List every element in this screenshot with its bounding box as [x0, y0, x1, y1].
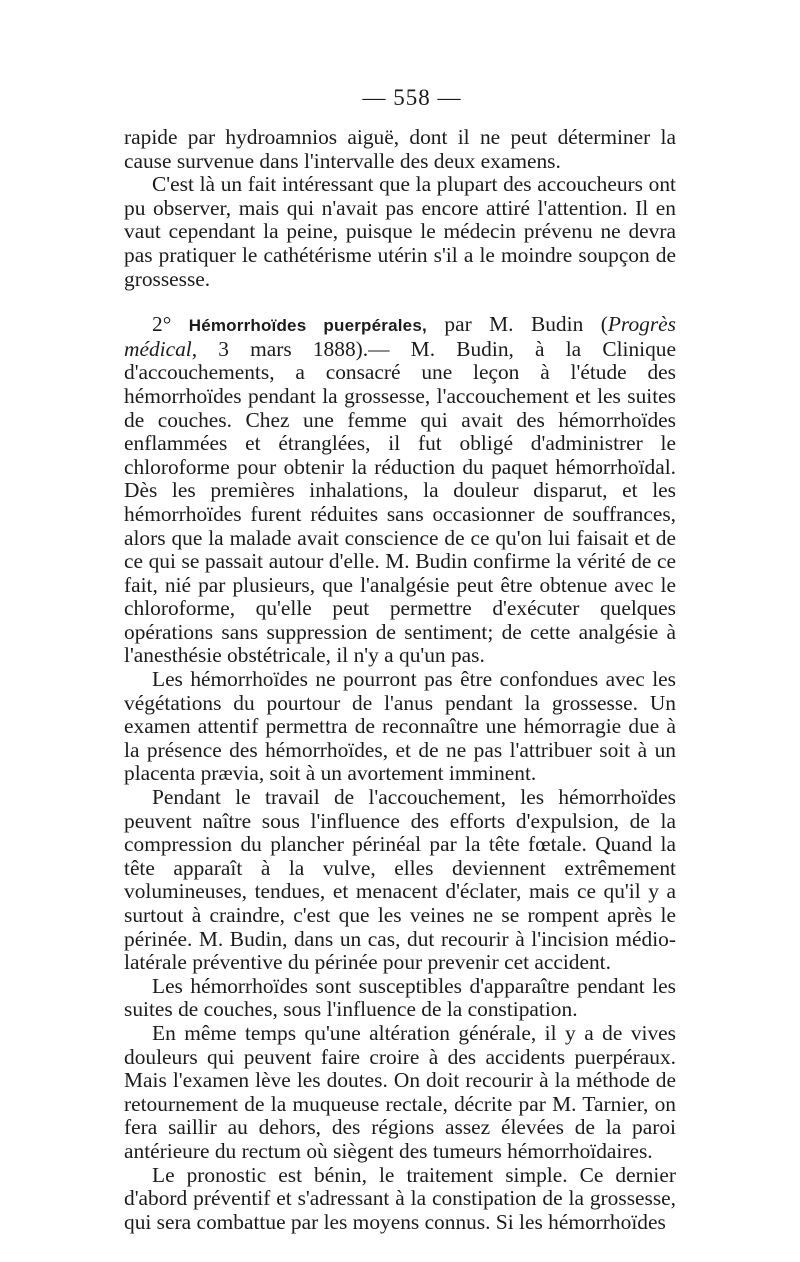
paragraph-continuation: rapide par hydroamnios aiguë, dont il ne peut déterminer la cause survenue dans l'intervalle des deux examens. — [124, 125, 676, 173]
section-heading: Hémorrhoïdes puerpérales, — [188, 316, 427, 336]
section-number: 2° — [152, 312, 172, 337]
section-hemorrhoides — [124, 313, 676, 668]
paragraph-labor: Pendant le travail de l'accouchement, les hémorrhoïdes peuvent naître sous l'influence des efforts d'expulsion, de la compression du plancher périnéal par la tête fœtale. Quand la tête apparaît à la vulve, elles deviennent extrêmement volumineuses, tendues, et menacent d'éclater, mais ce qu'il y a surtout à craindre, c'est que les veines ne se rompent après le périnée. M. Budin, dans un cas, dut recourir à l'incision médio-latérale préventive du périnée pour prevenir cet accident. — [124, 785, 676, 975]
paragraph-symptoms: En même temps qu'une altération générale, il y a de vives douleurs qui peuvent faire croire à des accidents puerpéraux. Mais l'examen lève les doutes. On doit recourir à la méthode de retournement de la muqueuse rectale, décrite par M. Tarnier, on fera saillir au dehors, des régions assez élevées de la paroi antérieure du rectum où siègent des tumeurs hémorrhoïdaires. — [124, 1020, 676, 1163]
paragraph-prognosis: Le pronostic est bénin, le traitement simple. Ce dernier d'abord préventif et s'adressant à la constipation de la grossesse, qui sera combattue par les moyens connus. Si les hémorrhoïdes — [124, 1162, 676, 1234]
page-number: — 558 — — [362, 85, 462, 110]
paragraph-postpartum: Les hémorrhoïdes sont susceptibles d'apparaître pendant les suites de couches, sous l'influence de la constipation. — [124, 973, 676, 1022]
paragraph-diagnosis: Les hémorrhoïdes ne pourront pas être confondues avec les végétations du pourtour de l'anus pendant la grossesse. Un examen attentif permettra de reconnaître une hémorragie due à la présence des hémorrhoïdes, et de ne pas l'attribuer soit à un placenta prævia, soit à un avortement imminent. — [124, 667, 676, 786]
section-byline: par M. Budin ( — [444, 312, 608, 337]
paragraph-observation: C'est là un fait intéressant que la plupart des accoucheurs ont pu observer, mais qui n'avait pas encore attiré l'attention. Il en vaut cependant la peine, puisque le médecin prévenu ne devra pas pratiquer le cathétérisme utérin s'il a le moindre soupçon de grossesse. — [124, 172, 676, 291]
document-page — [124, 84, 676, 1234]
section-body: , 3 mars 1888).— M. Budin, à la Clinique d'accouchements, a consacré une leçon à l'étude des hémorrhoïdes pendant la grossesse, l'accouchement et les suites de couches. Chez une femme qui avait des hémorrhoïdes enflammées et étranglées, il fut obligé d'administrer le chloroforme pour obtenir la réduction du paquet hémorrhoïdal. Dès les premières inhalations, la douleur disparut, et les hémorrhoïdes furent réduites sans occasionner de souffrances, alors que la malade avait conscience de ce qu'on lui faisait et de ce qui se passait autour d'elle. M. Budin confirme la vérité de ce fait, nié par plusieurs, que l'analgésie peut être obtenue avec le chloroforme, qu'elle peut permettre d'exécuter quelques opérations sans suppression de sentiment; de cette analgésie à l'anesthésie obstétricale, il n'y a qu'un pas. — [124, 336, 676, 668]
journal-title: Progrès médical — [124, 312, 676, 361]
